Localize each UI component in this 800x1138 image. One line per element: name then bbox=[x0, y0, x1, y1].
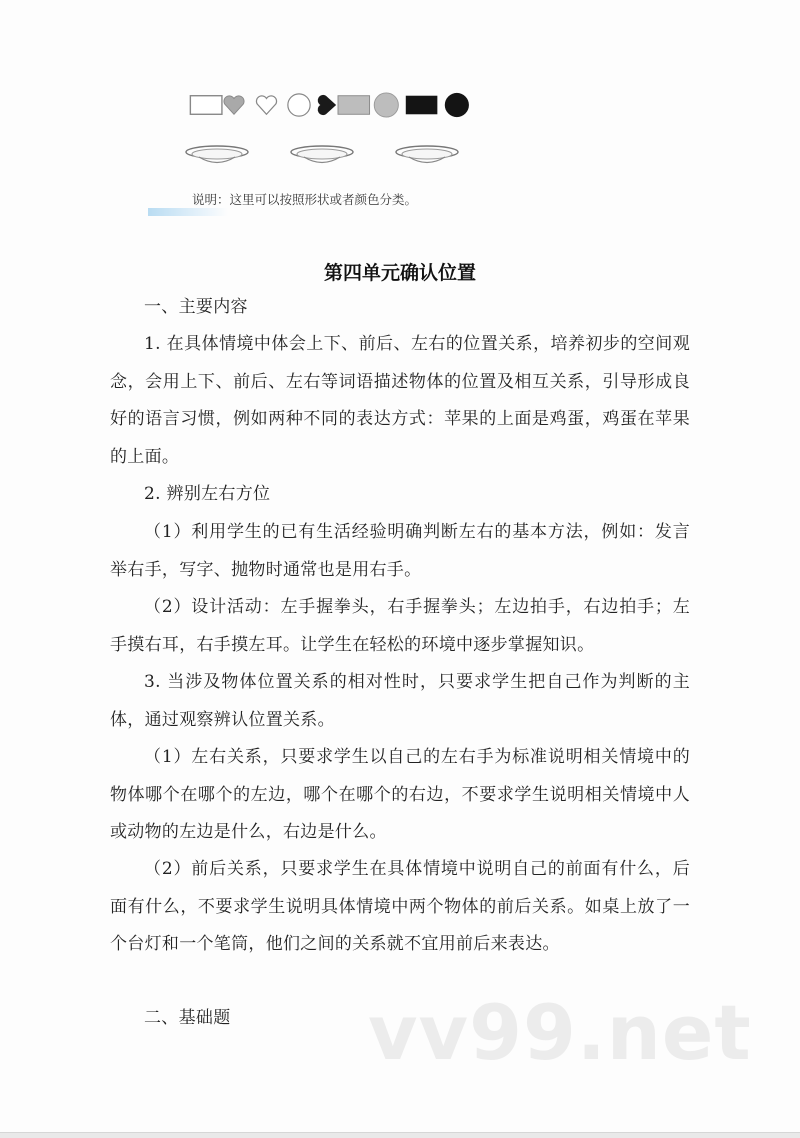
shape-classification-figure bbox=[148, 82, 498, 217]
plate-icon bbox=[183, 142, 253, 172]
heart-white-icon bbox=[256, 96, 276, 114]
paragraph-2-2: （2）设计活动：左手握拳头，右手握拳头；左边拍手，右边拍手；左手摸右耳，右手摸左耳。让学生在轻松的环境中逐步掌握知识。 bbox=[110, 597, 690, 655]
paragraph-3-1: （1）左右关系，只要求学生以自己的左右手为标准说明相关情境中的物体哪个在哪个的左边，哪个在哪个的右边，不要求学生说明相关情境中人或动物的左边是什么，右边是什么。 bbox=[110, 747, 690, 842]
plates-row bbox=[148, 142, 498, 172]
figure-caption: 说明：这里可以按照形状或者颜色分类。 bbox=[192, 192, 418, 207]
rectangle-white-icon bbox=[190, 96, 222, 115]
rectangle-black-icon bbox=[406, 96, 438, 115]
paragraph-2-1: （1）利用学生的已有生活经验明确判断左右的基本方法，例如：发言举右手，写字、抛物时通常也是用右手。 bbox=[110, 522, 690, 580]
heart-gray-icon bbox=[224, 96, 244, 114]
shapes-row bbox=[178, 92, 498, 118]
paragraph-1: 1. 在具体情境中体会上下、前后、左右的位置关系，培养初步的空间观念，会用上下、前后、左右等词语描述物体的位置及相互关系，引导形成良好的语言习惯，例如两种不同的表达方式：苹果的上面是鸡蛋，鸡蛋在苹果的上面。 bbox=[110, 334, 690, 467]
watermark: vv99.net bbox=[368, 988, 752, 1077]
circle-black-icon bbox=[445, 93, 469, 117]
rectangle-gray-icon bbox=[338, 96, 370, 115]
paragraph-3: 3. 当涉及物体位置关系的相对性时，只要求学生把自己作为判断的主体，通过观察辨认位置关系。 bbox=[110, 672, 690, 730]
plate-icon bbox=[393, 142, 463, 172]
section-heading-main-content: 一、主要内容 bbox=[144, 297, 248, 317]
circle-white-icon bbox=[288, 94, 310, 116]
circle-gray-icon bbox=[374, 93, 398, 117]
decorative-bar bbox=[148, 208, 228, 216]
page-title: 第四单元确认位置 bbox=[323, 262, 476, 284]
paragraph-3-2: （2）前后关系，只要求学生在具体情境中说明自己的前面有什么，后面有什么，不要求学生说明具体情境中两个物体的前后关系。如桌上放了一个台灯和一个笔筒，他们之间的关系就不宜用前后来表达。 bbox=[110, 859, 690, 954]
plate-icon bbox=[288, 142, 358, 172]
page-bottom-edge bbox=[0, 1132, 800, 1138]
heart-black-icon bbox=[318, 95, 336, 115]
section-heading-basic-questions: 二、基础题 bbox=[144, 1008, 231, 1028]
paragraph-2-heading: 2. 辨别左右方位 bbox=[144, 484, 271, 504]
